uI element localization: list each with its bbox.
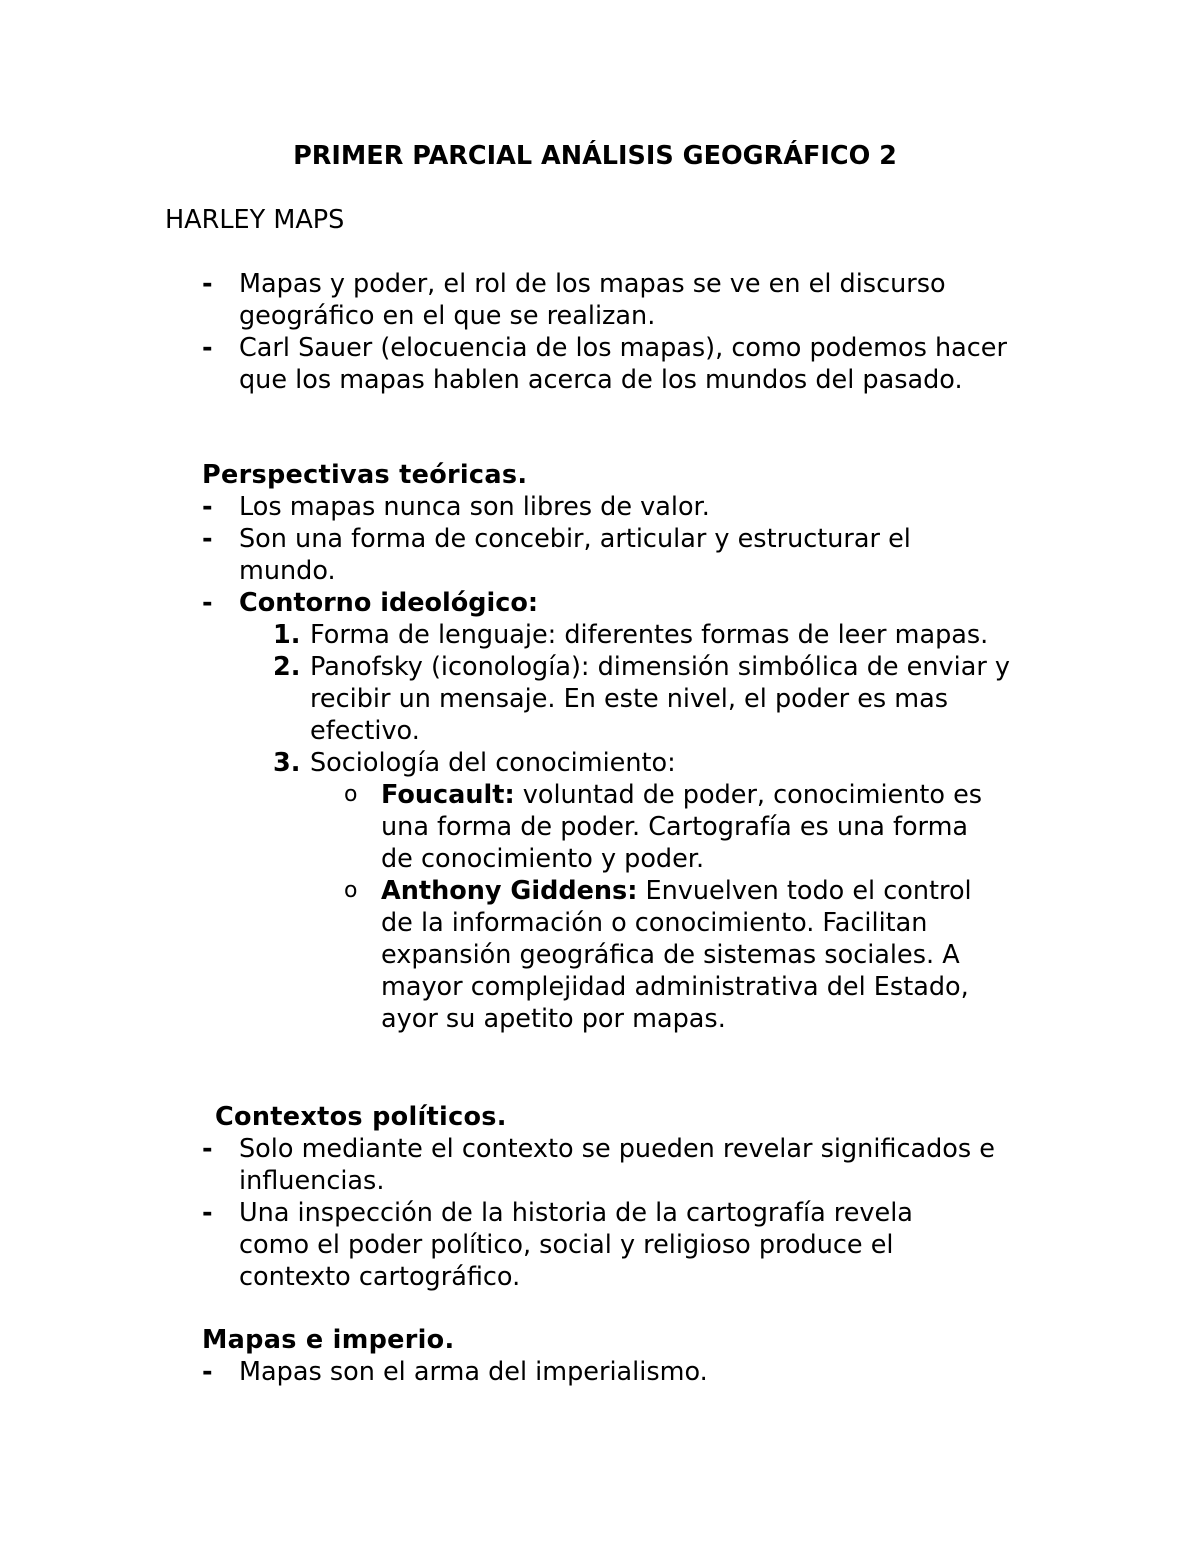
number-marker: 2. — [273, 652, 301, 682]
list-item — [202, 523, 979, 587]
numbered-item — [273, 747, 1013, 779]
imperio-list — [202, 1356, 1032, 1388]
list-item — [202, 1356, 1032, 1388]
circle-item — [344, 875, 1004, 1035]
dash-marker: - — [202, 588, 213, 618]
numbered-item-text: Forma de lenguaje: diferentes formas de leer mapas. — [310, 620, 989, 650]
contorno-heading: Contorno ideológico: — [239, 588, 539, 618]
numbered-list — [273, 619, 1013, 1035]
dash-marker: - — [202, 524, 213, 554]
circle-item-bold: Foucault: — [381, 780, 515, 810]
circle-item — [344, 779, 1004, 875]
list-item-text: Carl Sauer (elocuencia de los mapas), como podemos hacer que los mapas hablen acerca de los mundos del pasado. — [239, 333, 1007, 395]
circle-item-text: Envuelven todo el control de la información o conocimiento. Facilitan expansión geográfica de sistemas sociales. A mayor complejidad administrativa del Estado, ayor su apetito por mapas. — [381, 876, 972, 1034]
dash-marker: - — [202, 333, 213, 363]
section-heading-imperio: Mapas e imperio. — [202, 1325, 455, 1355]
dash-marker: - — [202, 1198, 213, 1228]
numbered-item-text: Sociología del conocimiento: — [310, 748, 676, 778]
dash-marker: - — [202, 1134, 213, 1164]
list-item — [202, 332, 1022, 396]
document-title: PRIMER PARCIAL ANÁLISIS GEOGRÁFICO 2 — [293, 141, 897, 171]
dash-marker: - — [202, 1357, 213, 1387]
circle-item-bold: Anthony Giddens: — [381, 876, 638, 906]
list-item-contorno — [202, 587, 1032, 619]
list-item-text: Una inspección de la historia de la cartografía revela como el poder político, social y religioso produce el contexto cartográfico. — [239, 1198, 913, 1292]
dash-marker: - — [202, 269, 213, 299]
list-item — [202, 1197, 979, 1293]
contextos-list — [202, 1133, 1032, 1293]
number-marker: 3. — [273, 748, 301, 778]
numbered-item — [273, 651, 1013, 747]
section-heading-contextos: Contextos políticos. — [215, 1102, 507, 1132]
circle-item-text: voluntad de poder, conocimiento es una forma de poder. Cartografía es una forma de conocimiento y poder. — [381, 780, 983, 874]
numbered-item-text: Panofsky (iconología): dimensión simbólica de enviar y recibir un mensaje. En este nivel, el poder es mas efectivo. — [310, 652, 1011, 746]
list-item — [202, 1133, 1032, 1197]
perspectivas-list — [202, 491, 1032, 1035]
dash-marker: - — [202, 492, 213, 522]
circle-list — [344, 779, 1004, 1035]
circle-bullet-icon: o — [344, 782, 358, 807]
list-item — [202, 268, 1022, 332]
circle-bullet-icon: o — [344, 878, 358, 903]
intro-list — [202, 268, 1022, 396]
list-item-text: Mapas y poder, el rol de los mapas se ve en el discurso geográfico en el que se realizan. — [239, 269, 946, 331]
section-heading-perspectivas: Perspectivas teóricas. — [202, 460, 528, 490]
list-item-text: Son una forma de concebir, articular y estructurar el mundo. — [239, 524, 911, 586]
numbered-item — [273, 619, 1013, 651]
subtitle-harley-maps: HARLEY MAPS — [165, 205, 345, 235]
list-item — [202, 491, 1032, 523]
number-marker: 1. — [273, 620, 301, 650]
list-item-text: Solo mediante el contexto se pueden revelar significados e influencias. — [239, 1134, 995, 1196]
list-item-text: Los mapas nunca son libres de valor. — [239, 492, 710, 522]
list-item-text: Mapas son el arma del imperialismo. — [239, 1357, 708, 1387]
